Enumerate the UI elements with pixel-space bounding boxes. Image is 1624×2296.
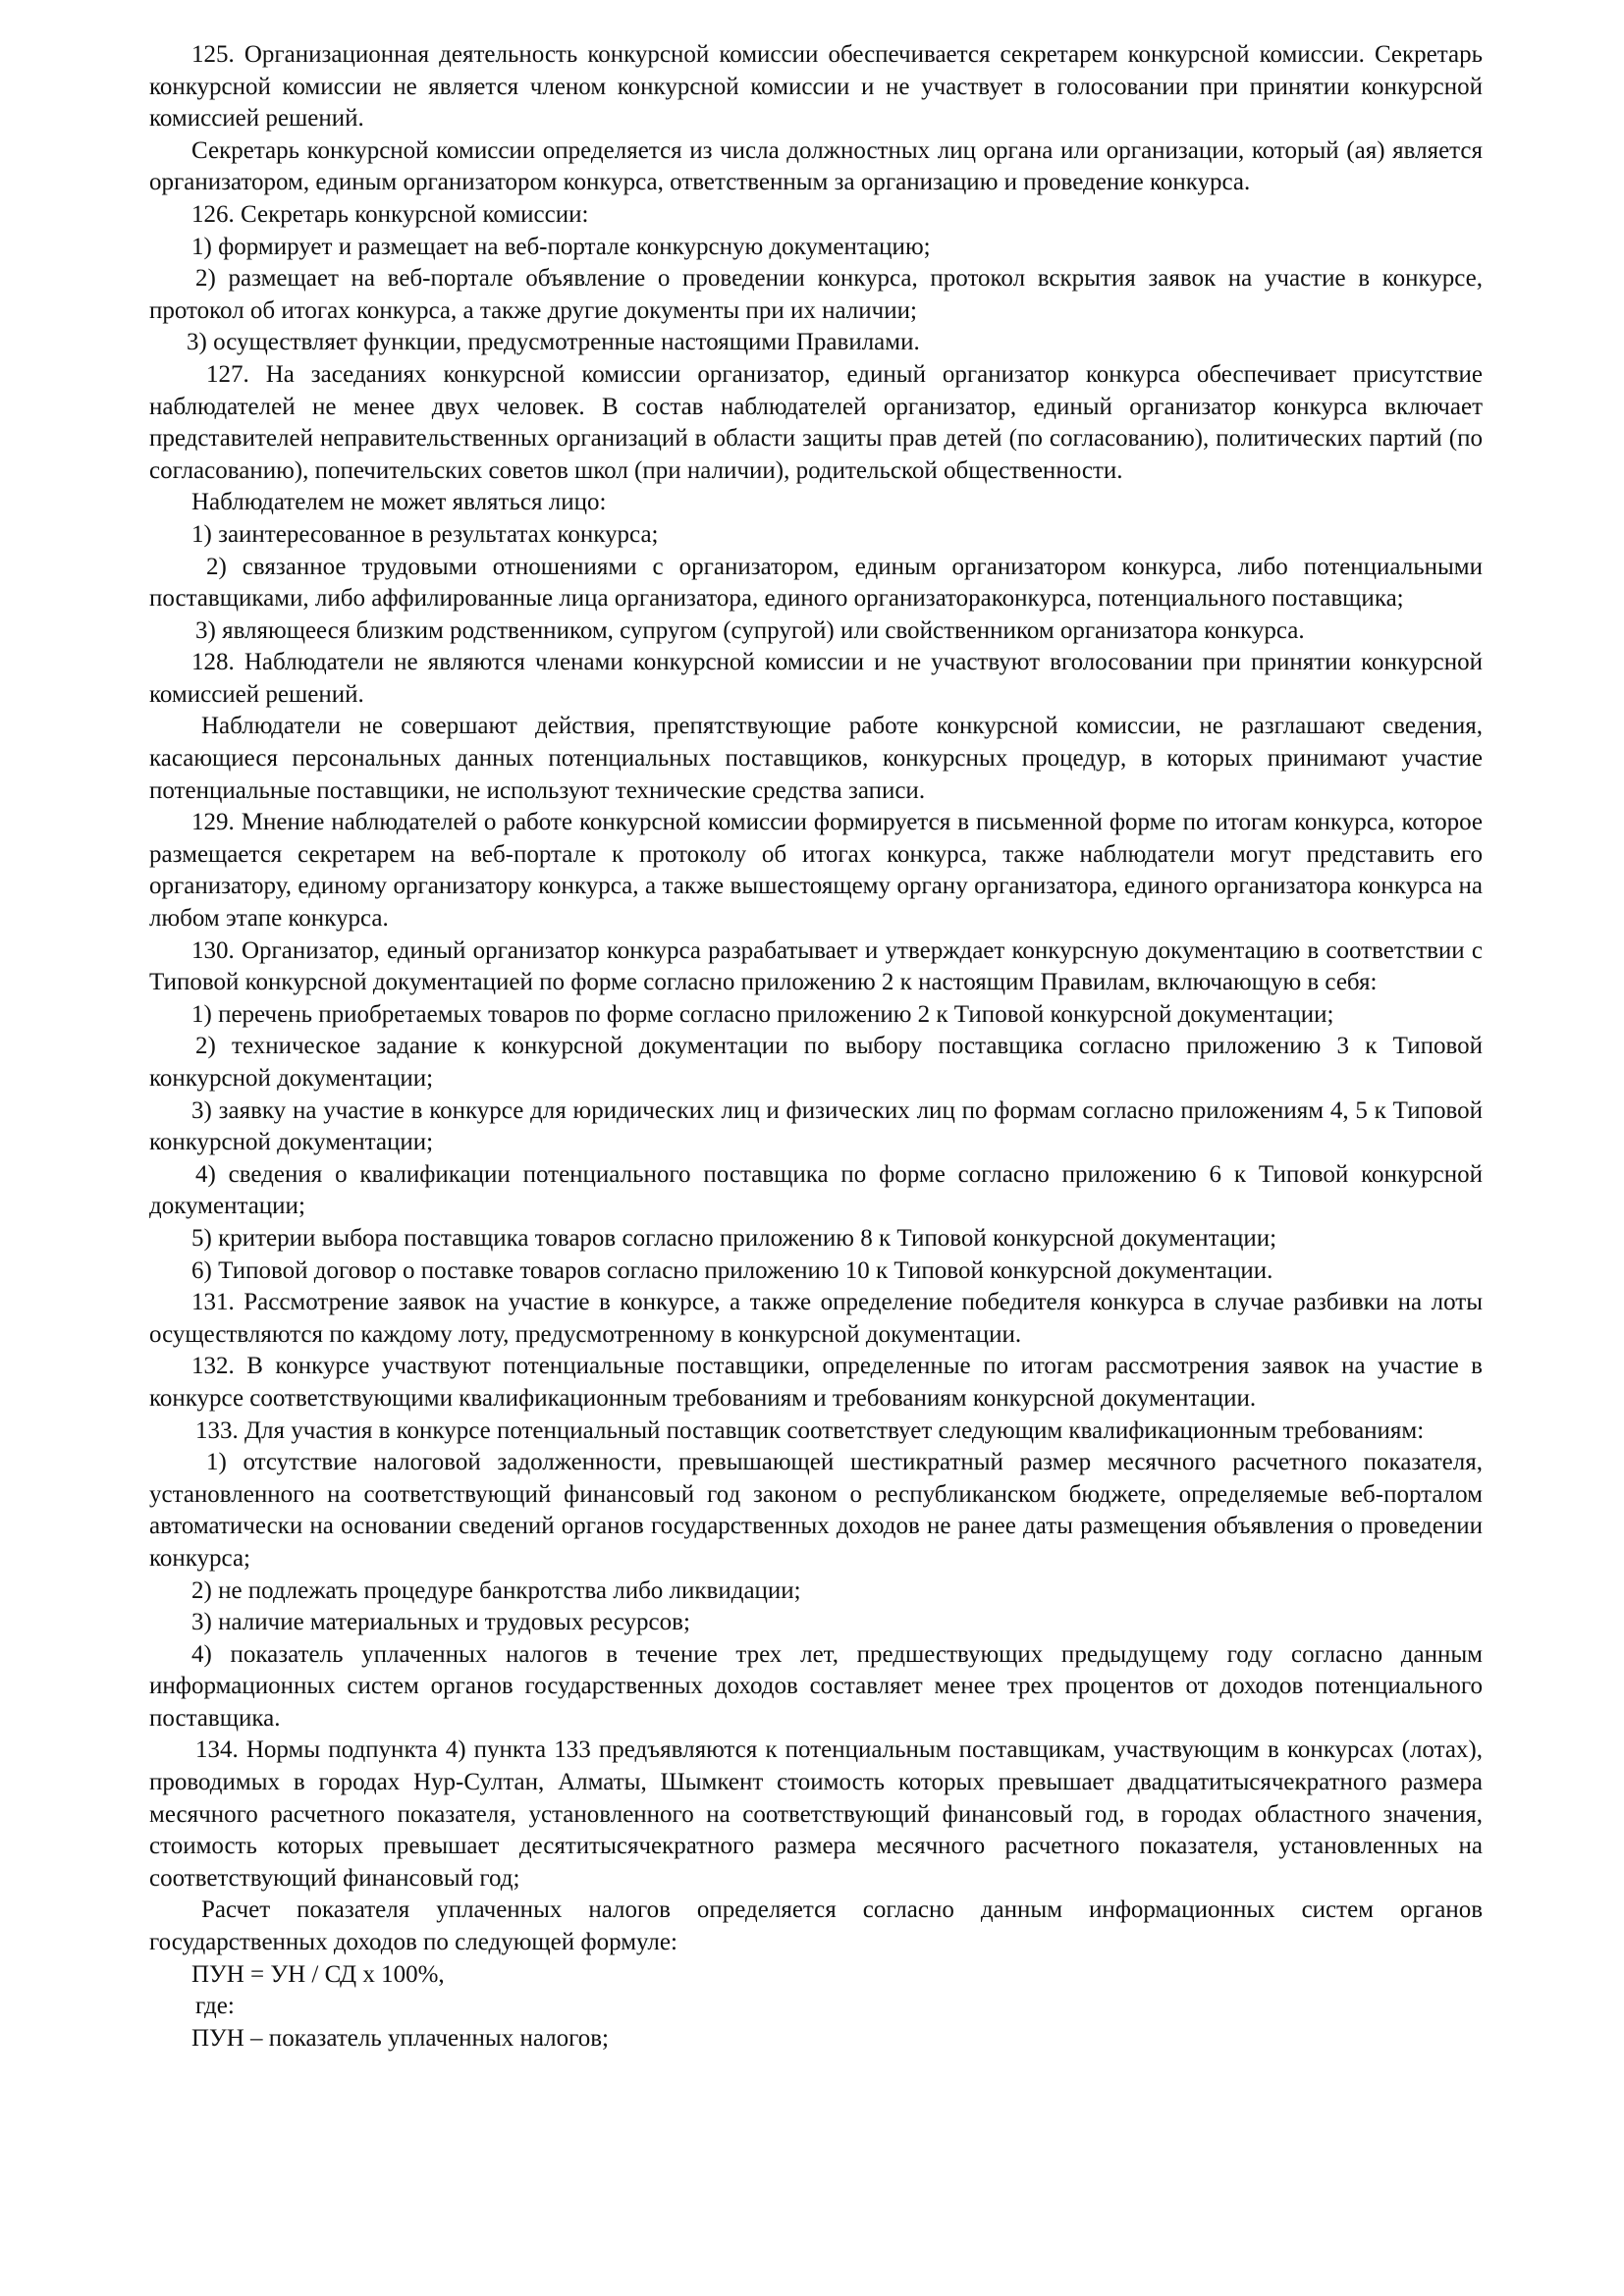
paragraph: ПУН = УН / СД х 100%,	[191, 1960, 445, 1988]
paragraph: 3) заявку на участие в конкурсе для юридических лиц и физических лиц по формам согласно приложениям 4, 5 к Типовой конкурсной документации;	[149, 1096, 1483, 1156]
paragraph: 2) связанное трудовыми отношениями с организатором, единым организатором конкурса, либо потенциальными поставщиками, либо аффилированные лица организатора, единого организатораконкурса, потенциального поставщика;	[149, 553, 1483, 613]
paragraph: Наблюдатели не совершают действия, препятствующие работе конкурсной комиссии, не разглашают сведения, касающиеся персональных данных потенциальных поставщиков, конкурсных процедур, в которых принимают участие потенциальные поставщики, не используют технические средства записи.	[149, 713, 1483, 804]
paragraph: 130. Организатор, единый организатор конкурса разрабатывает и утверждает конкурсную документацию в соответствии с Типовой конкурсной документацией по форме согласно приложению 2 к настоящим Правилам, включающую в себя:	[149, 936, 1483, 996]
paragraph: 2) размещает на веб-портале объявление о проведении конкурса, протокол вскрытия заявок на участие в конкурсе, протокол об итогах конкурса, а также другие документы при их наличии;	[149, 265, 1483, 324]
paragraph: 1) заинтересованное в результатах конкурса;	[191, 520, 659, 548]
paragraph: 127. На заседаниях конкурсной комиссии организатор, единый организатор конкурса обеспечивает присутствие наблюдателей не менее двух человек. В состав наблюдателей организатор, единый организатор конкурса включает представителей неправительственных организаций в области защиты прав детей (по согласованию), политических партий (по согласованию), попечительских советов школ (при наличии), родительской общественности.	[149, 360, 1483, 484]
paragraph: Секретарь конкурсной комиссии определяется из числа должностных лиц органа или организации, который (ая) является организатором, единым организатором конкурса, ответственным за организацию и проведение конкурса.	[149, 136, 1483, 196]
paragraph: 133. Для участия в конкурсе потенциальный поставщик соответствует следующим квалификационным требованиям:	[195, 1416, 1425, 1444]
paragraph: 2) техническое задание к конкурсной документации по выбору поставщика согласно приложению 3 к Типовой конкурсной документации;	[149, 1033, 1483, 1092]
paragraph: 1) перечень приобретаемых товаров по форме согласно приложению 2 к Типовой конкурсной документации;	[191, 1000, 1334, 1028]
paragraph: 2) не подлежать процедуре банкротства либо ликвидации;	[191, 1576, 801, 1604]
paragraph: 4) сведения о квалификации потенциального поставщика по форме согласно приложению 6 к Типовой конкурсной документации;	[149, 1160, 1483, 1220]
paragraph: 129. Мнение наблюдателей о работе конкурсной комиссии формируется в письменной форме по итогам конкурса, которое размещается секретарем на веб-портале к протоколу об итогах конкурса, также наблюдатели могут представить его организатору, единому организатору конкурса, а также вышестоящему органу организатора, единого организатора конкурса на любом этапе конкурса.	[149, 809, 1483, 933]
paragraph: 6) Типовой договор о поставке товаров согласно приложению 10 к Типовой конкурсной документации.	[191, 1256, 1273, 1284]
paragraph: 3) являющееся близким родственником, супругом (супругой) или свойственником организатора конкурса.	[195, 616, 1305, 644]
paragraph: 1) формирует и размещает на веб-портале конкурсную документацию;	[191, 233, 931, 260]
paragraph: 132. В конкурсе участвуют потенциальные поставщики, определенные по итогам рассмотрения заявок на участие в конкурсе соответствующими квалификационным требованиям и требованиям конкурсной документации.	[149, 1353, 1483, 1412]
paragraph: Расчет показателя уплаченных налогов определяется согласно данным информационных систем органов государственных доходов по следующей формуле:	[149, 1896, 1483, 1956]
paragraph: 4) показатель уплаченных налогов в течение трех лет, предшествующих предыдущему году согласно данным информационных систем органов государственных доходов составляет менее трех процентов от доходов потенциального поставщика.	[149, 1640, 1483, 1732]
paragraph: 3) осуществляет функции, предусмотренные настоящими Правилами.	[187, 329, 920, 356]
paragraph: Наблюдателем не может являться лицо:	[191, 489, 607, 516]
paragraph: 3) наличие материальных и трудовых ресурсов;	[191, 1609, 690, 1636]
document-page	[149, 39, 1483, 2055]
paragraph: 128. Наблюдатели не являются членами конкурсной комиссии и не участвуют вголосовании при принятии конкурсной комиссией решений.	[149, 649, 1483, 708]
paragraph: ПУН – показатель уплаченных налогов;	[191, 2024, 609, 2052]
paragraph: 1) отсутствие налоговой задолженности, превышающей шестикратный размер месячного расчетного показателя, установленного на соответствующий финансовый год законом о республиканском бюджете, определяемые веб-порталом автоматически на основании сведений органов государственных доходов не ранее даты размещения объявления о проведении конкурса;	[149, 1449, 1483, 1572]
paragraph: 5) критерии выбора поставщика товаров согласно приложению 8 к Типовой конкурсной документации;	[191, 1224, 1277, 1252]
paragraph: где:	[195, 1993, 235, 2020]
paragraph: 125. Организационная деятельность конкурсной комиссии обеспечивается секретарем конкурсной комиссии. Секретарь конкурсной комиссии не является членом конкурсной комиссии и не участвует в голосовании при принятии конкурсной комиссией решений.	[149, 41, 1483, 133]
paragraph: 131. Рассмотрение заявок на участие в конкурсе, а также определение победителя конкурса в случае разбивки на лоты осуществляются по каждому лоту, предусмотренному в конкурсной документации.	[149, 1289, 1483, 1348]
paragraph: 126. Секретарь конкурсной комиссии:	[191, 200, 589, 228]
paragraph: 134. Нормы подпункта 4) пункта 133 предъявляются к потенциальным поставщикам, участвующим в конкурсах (лотах), проводимых в городах Нур-Султан, Алматы, Шымкент стоимость которых превышает двадцатитысячекратного размера месячного расчетного показателя, установленного на соответствующий финансовый год, в городах областного значения, стоимость которых превышает десятитысячекратного размера месячного расчетного показателя, установленных на соответствующий финансовый год;	[149, 1736, 1483, 1892]
